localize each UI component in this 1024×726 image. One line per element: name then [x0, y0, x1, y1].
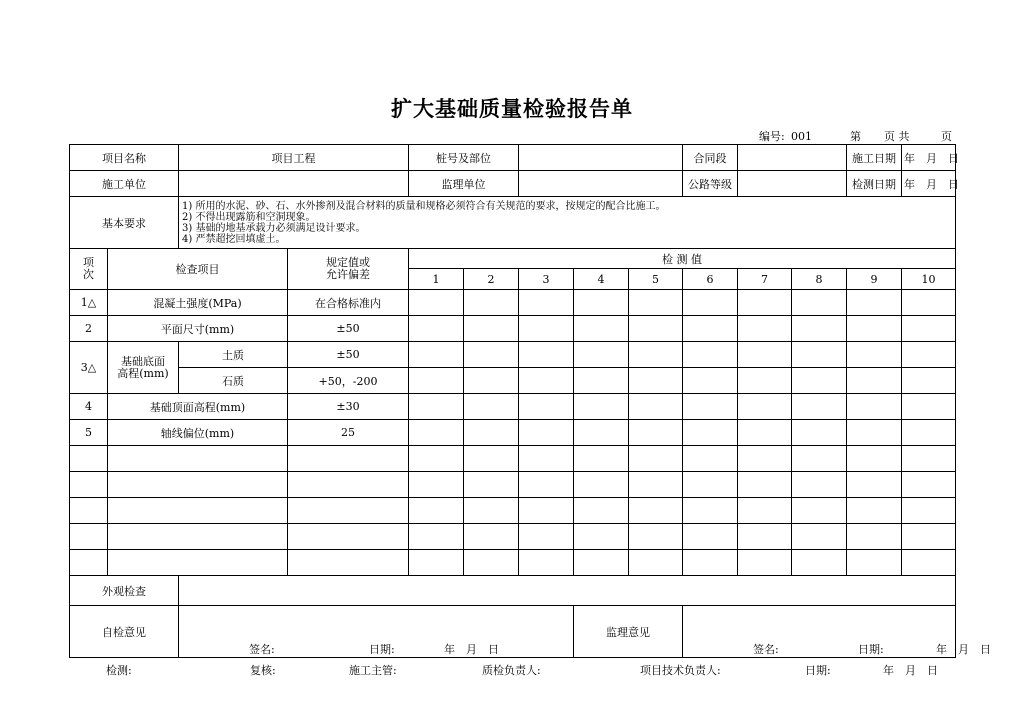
date-label: 日期:: [858, 643, 884, 656]
table-row-empty: [70, 446, 956, 472]
project-name-value[interactable]: 项目工程: [179, 145, 409, 171]
measure-col-num: 1: [409, 269, 464, 290]
build-date-value[interactable]: 年 月 日: [902, 145, 956, 171]
date-value: 年 月 日: [444, 643, 499, 656]
row-item: 基础底面 高程(mm): [108, 342, 179, 394]
table-row: [70, 342, 956, 368]
date-value: 年 月 日: [936, 643, 992, 656]
inspection-table: [69, 144, 992, 658]
requirement-line: 4) 严禁超挖回填虚土。: [182, 233, 286, 245]
measure-col-num: 2: [464, 269, 519, 290]
page-total-unit: 页: [941, 130, 952, 143]
page-label: 第: [850, 130, 861, 143]
row-item: 混凝土强度(MPa): [108, 290, 288, 316]
table-row-empty: [70, 524, 956, 550]
road-grade-label: 公路等级: [683, 171, 738, 197]
table-row: [70, 394, 956, 420]
supervise-unit-value[interactable]: [519, 171, 683, 197]
measure-col-num: 9: [847, 269, 902, 290]
contract-value[interactable]: [738, 145, 847, 171]
measured-header: 检 测 值: [409, 249, 956, 269]
check-date-value[interactable]: 年 月 日: [902, 171, 956, 197]
project-name-label: 项目名称: [70, 145, 179, 171]
supervision-label: 监理意见: [574, 606, 683, 658]
requirement-line: 1) 所用的水泥、砂、石、水外掺剂及混合材料的质量和规格必须符合有关规范的要求，按规定的配合比施工。: [182, 200, 666, 212]
measure-col-num: 10: [902, 269, 956, 290]
construct-unit-label: 施工单位: [70, 171, 179, 197]
requirements-label: 基本要求: [70, 197, 179, 249]
report-title: 扩大基础质量检验报告单: [391, 97, 633, 121]
footer-quality: 质检负责人:: [482, 664, 541, 677]
station-value[interactable]: [519, 145, 683, 171]
measure-col-num: 6: [683, 269, 738, 290]
row-seq: 2: [70, 316, 108, 342]
row-subitem: 石质: [179, 368, 288, 394]
page-unit: 页 共: [884, 130, 910, 143]
measure-col-num: 4: [574, 269, 629, 290]
table-row: [70, 420, 956, 446]
row-spec: ±30: [288, 394, 409, 420]
table-row: [70, 368, 956, 394]
appearance-value[interactable]: [179, 576, 956, 606]
row-seq: 1△: [70, 290, 108, 316]
measure-col-num: 7: [738, 269, 792, 290]
measure-col-num: 8: [792, 269, 847, 290]
requirement-line: 3) 基础的地基承载力必须满足设计要求。: [182, 222, 366, 234]
footer-ymd: 年 月 日: [883, 664, 938, 677]
check-date-label: 检测日期: [847, 171, 902, 197]
construct-unit-value[interactable]: [179, 171, 409, 197]
footer-review: 复核:: [250, 664, 276, 677]
appearance-label: 外观检查: [70, 576, 179, 606]
row-item: 轴线偏位(mm): [108, 420, 288, 446]
row-spec: 在合格标准内: [288, 290, 409, 316]
station-label: 桩号及部位: [409, 145, 519, 171]
build-date-label: 施工日期: [847, 145, 902, 171]
row-seq: 4: [70, 394, 108, 420]
self-check-area[interactable]: [179, 606, 574, 658]
report-number: 001: [791, 130, 812, 143]
date-label: 日期:: [369, 643, 395, 656]
requirement-line: 2) 不得出现露筋和空洞现象。: [182, 211, 316, 223]
supervision-area[interactable]: [683, 606, 992, 658]
row-seq: 5: [70, 420, 108, 446]
sign-label: 签名:: [753, 643, 779, 656]
requirements-text: [179, 197, 956, 249]
spec-header: 规定值或 允许偏差: [288, 249, 409, 290]
table-row-empty: [70, 472, 956, 498]
table-row: [70, 316, 956, 342]
row-subitem: 土质: [179, 342, 288, 368]
row-spec: 25: [288, 420, 409, 446]
row-spec: ±50: [288, 342, 409, 368]
sign-label: 签名:: [249, 643, 275, 656]
footer-tech: 项目技术负责人:: [640, 664, 721, 677]
row-spec: +50，-200: [288, 368, 409, 394]
row-item: 基础顶面高程(mm): [108, 394, 288, 420]
footer-inspect: 检测:: [106, 664, 132, 677]
measure-col-num: 5: [629, 269, 683, 290]
seq-header: 项 次: [70, 249, 108, 290]
measure-col-num: 3: [519, 269, 574, 290]
footer-manager: 施工主管:: [349, 664, 397, 677]
contract-label: 合同段: [683, 145, 738, 171]
table-row-empty: [70, 498, 956, 524]
row-item: 平面尺寸(mm): [108, 316, 288, 342]
table-row: [70, 290, 956, 316]
supervise-unit-label: 监理单位: [409, 171, 519, 197]
row-seq: 3△: [70, 342, 108, 394]
self-check-label: 自检意见: [70, 606, 179, 658]
footer-date: 日期:: [805, 664, 831, 677]
road-grade-value[interactable]: [738, 171, 847, 197]
check-item-header: 检查项目: [108, 249, 288, 290]
row-spec: ±50: [288, 316, 409, 342]
number-label: 编号:: [759, 130, 785, 143]
table-row-empty: [70, 550, 956, 576]
